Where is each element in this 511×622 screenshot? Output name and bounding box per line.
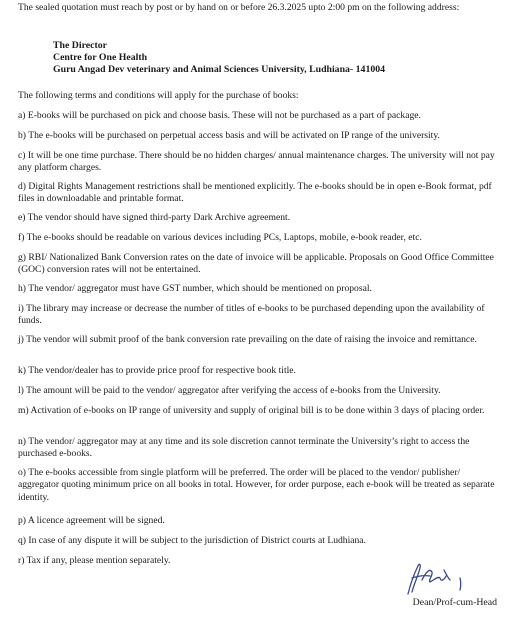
term-n: n) The vendor/ aggregator may at any time and its sole discretion cannot terminate the University’s right to access the purchased e-books. [18, 436, 470, 460]
term-l: l) The amount will be paid to the vendor/ aggregator after verifying the access of e-books from the University. [18, 385, 441, 396]
address-line-3: Guru Angad Dev veterinary and Animal Sciences University, Ludhiana- 141004 [53, 64, 386, 75]
term-m: m) Activation of e-books on IP range of university and supply of original bill is to be done within 3 days of placing order. [18, 405, 485, 416]
term-o: o) The e-books accessible from single platform will be preferred. The order will be placed to the vendor/ publisher/ aggregator quoting minimum price on all books in total. However, for order purpose, each e-book will be treated as separate identity. [18, 467, 495, 503]
term-f: f) The e-books should be readable on various devices including PCs, Laptops, mobile, e-book reader, etc. [18, 232, 422, 243]
term-i: i) The library may increase or decrease the number of titles of e-books to be purchased depending upon the availability of funds. [18, 303, 485, 327]
term-j: j) The vendor will submit proof of the bank conversion rate prevailing on the date of raising the invoice and remittance. [18, 334, 477, 345]
term-h: h) The vendor/ aggregator must have GST number, which should be mentioned on proposal. [18, 283, 372, 294]
intro-text: The sealed quotation must reach by post or by hand on or before 26.3.2025 upto 2:00 pm on the following address: [18, 2, 460, 13]
term-k: k) The vendor/dealer has to provide price proof for respective book title. [18, 365, 296, 376]
term-b: b) The e-books will be purchased on perpetual access basis and will be activated on IP range of the university. [18, 130, 440, 141]
term-q: q) In case of any dispute it will be subject to the jurisdiction of District courts at Ludhiana. [18, 535, 366, 546]
address-line-1: The Director [53, 40, 107, 51]
term-p: p) A licence agreement will be signed. [18, 515, 165, 526]
term-c: c) It will be one time purchase. There should be no hidden charges/ annual maintenance charges. The university will not pay any platform charges. [18, 150, 495, 174]
term-a: a) E-books will be purchased on pick and choose basis. These will not be purchased as a part of package. [18, 110, 421, 121]
term-d: d) Digital Rights Management restrictions shall be mentioned explicitly. The e-books should be in open e-Book format, pdf files in downloadable and printable format. [18, 181, 492, 205]
address-line-2: Centre for One Health [53, 52, 148, 63]
terms-intro: The following terms and conditions will apply for the purchase of books: [18, 90, 299, 101]
term-r: r) Tax if any, please mention separately. [18, 555, 171, 566]
designation: Dean/Prof-cum-Head [412, 597, 497, 608]
term-e: e) The vendor should have signed third-party Dark Archive agreement. [18, 212, 291, 223]
term-g: g) RBI/ Nationalized Bank Conversion rates on the date of invoice will be applicable. Proposals on Good Office Committee (GOC) conversion rates will not be entertained. [18, 252, 494, 276]
signature-icon [400, 558, 470, 598]
